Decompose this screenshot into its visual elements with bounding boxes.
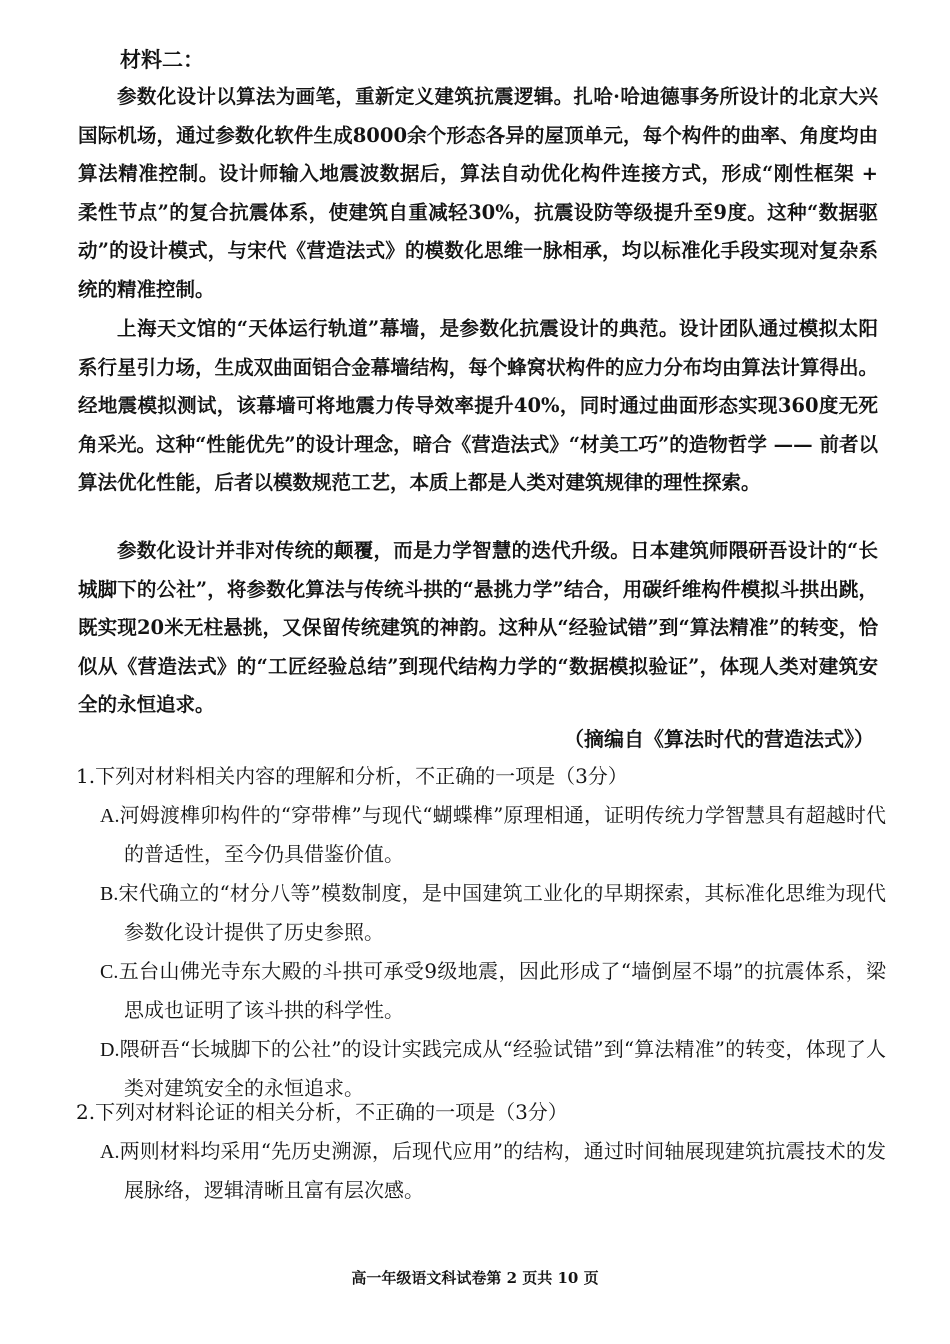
question-2 <box>76 1093 886 1210</box>
question-1 <box>76 757 886 1108</box>
option-letter: C. <box>100 960 119 983</box>
option-letter: B. <box>100 882 119 905</box>
option-letter: A. <box>100 1140 120 1163</box>
option-b <box>76 874 886 952</box>
option-letter: D. <box>100 1038 120 1061</box>
option-letter: A. <box>100 804 120 827</box>
option-text: 五台山佛光寺东大殿的斗拱可承受9级地震，因此形成了“墙倒屋不塌”的抗震体系，梁思成也证明了该斗拱的科学性。 <box>118 958 886 1022</box>
question-stem: 2.下列对材料论证的相关分析，不正确的一项是（3分） <box>76 1100 568 1124</box>
material-paragraph-1: 参数化设计以算法为画笔，重新定义建筑抗震逻辑。扎哈·哈迪德事务所设计的北京大兴国际机场，通过参数化软件生成8000余个形态各异的屋顶单元，每个构件的曲率、角度均由算法精准控制。设计师输入地震波数据后，算法自动优化构件连接方式，形成“刚性框架 + 柔性节点”的复合抗震体系，使建筑自重减轻30%，抗震设防等级提升至9度。这种“数据驱动”的设计模式，与宋代《营造法式》的模数化思维一脉相承，均以标准化手段实现对复杂系统的精准控制。 <box>78 85 878 301</box>
option-text: 两则材料均采用“先历史溯源，后现代应用”的结构，通过时间轴展现建筑抗震技术的发展脉络，逻辑清晰且富有层次感。 <box>119 1138 886 1202</box>
option-text: 河姆渡榫卯构件的“穿带榫”与现代“蝴蝶榫”原理相通，证明传统力学智慧具有超越时代的普适性，至今仍具借鉴价值。 <box>119 802 886 866</box>
option-a <box>76 1132 886 1210</box>
option-a <box>76 796 886 874</box>
question-stem: 1.下列对材料相关内容的理解和分析，不正确的一项是（3分） <box>76 764 628 788</box>
source-citation: （摘编自《算法时代的营造法式》） <box>564 727 874 751</box>
option-c <box>76 952 886 1030</box>
page-footer: 高一年级语文科试卷第 2 页共 10 页 <box>351 1269 599 1287</box>
material-title: 材料二： <box>120 47 204 72</box>
option-text: 隈研吾“长城脚下的公社”的设计实践完成从“经验试错”到“算法精准”的转变，体现了人类对建筑安全的永恒追求。 <box>119 1036 886 1100</box>
material-paragraph-2: 上海天文馆的“天体运行轨道”幕墙，是参数化抗震设计的典范。设计团队通过模拟太阳系行星引力场，生成双曲面铝合金幕墙结构，每个蜂窝状构件的应力分布均由算法计算得出。经地震模拟测试，该幕墙可将地震力传导效率提升40%，同时通过曲面形态实现360度无死角采光。这种“性能优先”的设计理念，暗合《营造法式》“材美工巧”的造物哲学 —— 前者以算法优化性能，后者以模数规范工艺，本质上都是人类对建筑规律的理性探索。 <box>78 317 878 494</box>
option-text: 宋代确立的“材分八等”模数制度，是中国建筑工业化的早期探索，其标准化思维为现代参数化设计提供了历史参照。 <box>118 880 886 944</box>
material-paragraph-3: 参数化设计并非对传统的颠覆，而是力学智慧的迭代升级。日本建筑师隈研吾设计的“长城脚下的公社”，将参数化算法与传统斗拱的“悬挑力学”结合，用碳纤维构件模拟斗拱出跳，既实现20米无柱悬挑，又保留传统建筑的神韵。这种从“经验试错”到“算法精准”的转变，恰似从《营造法式》的“工匠经验总结”到现代结构力学的“数据模拟验证”，体现人类对建筑安全的永恒追求。 <box>78 539 878 716</box>
